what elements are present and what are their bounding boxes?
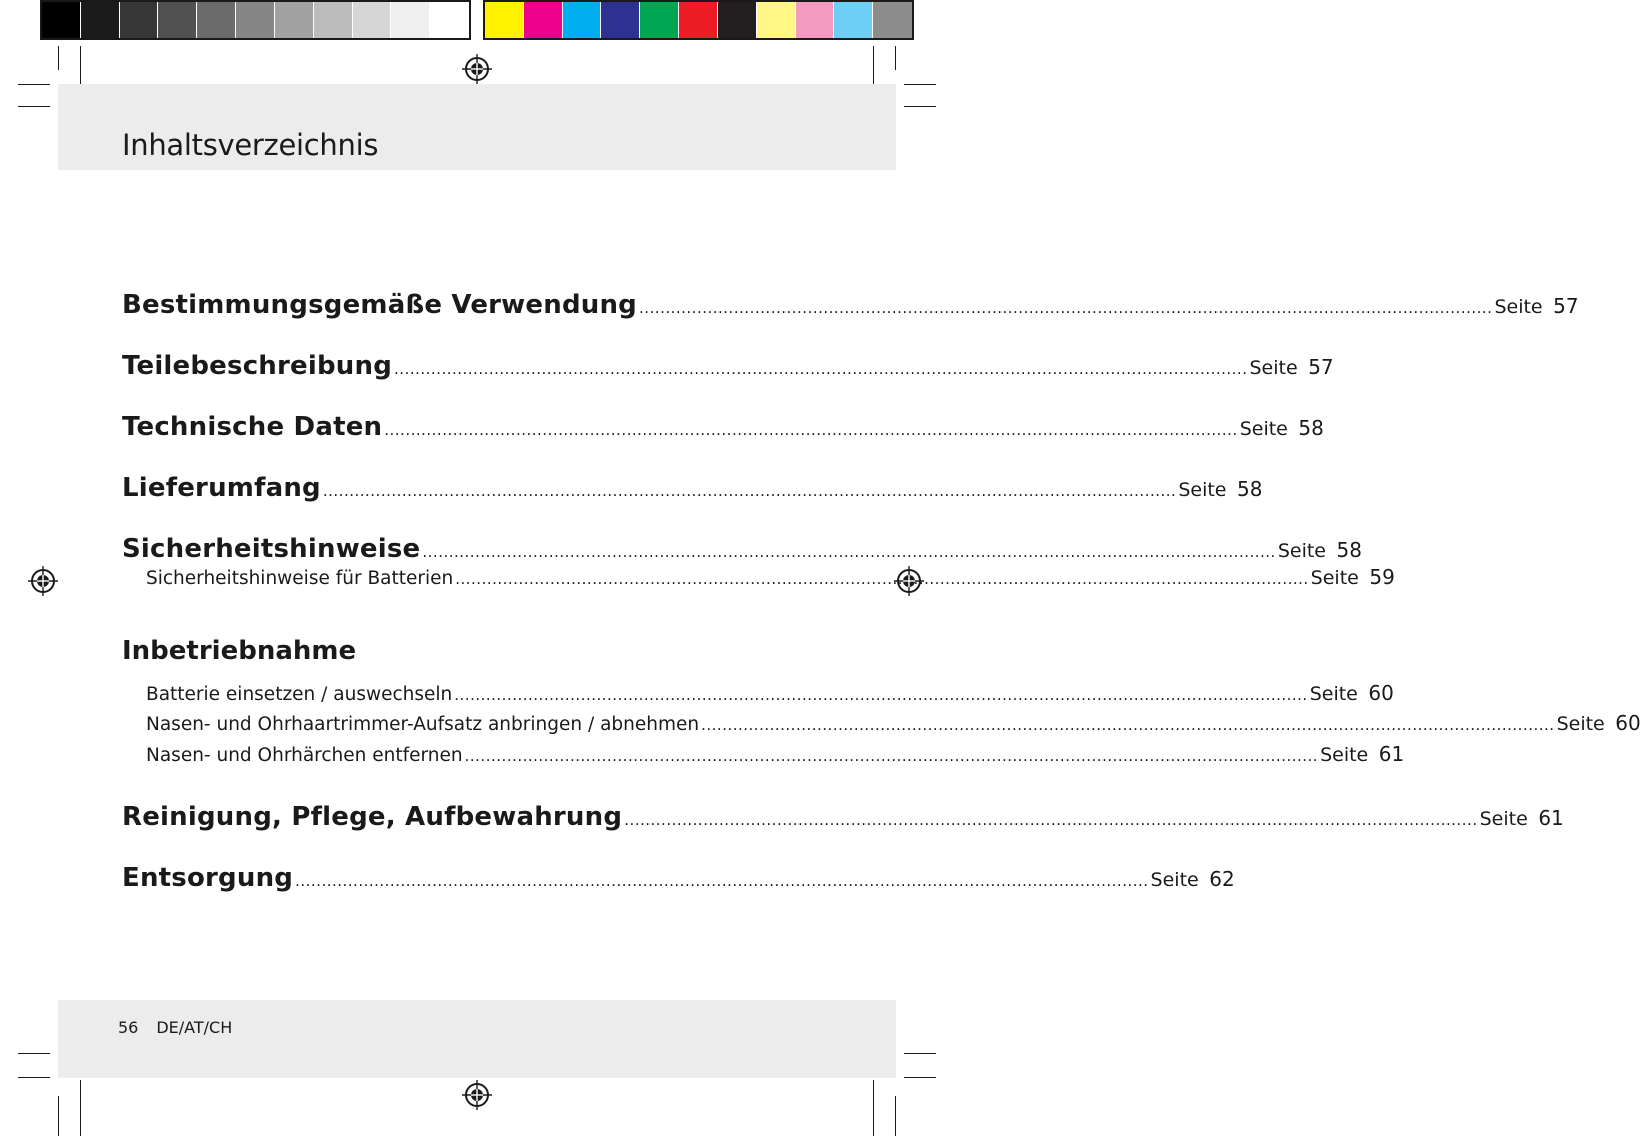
dot-leader: .................................................................................................................................................................. xyxy=(384,421,1238,439)
crop-mark xyxy=(904,1077,936,1078)
crop-mark xyxy=(904,84,936,85)
toc-entry[interactable] xyxy=(122,473,1263,534)
crop-mark xyxy=(904,1053,936,1054)
page-reference: 58 xyxy=(1336,538,1362,562)
toc-subentry[interactable] xyxy=(122,741,1405,773)
spacer xyxy=(122,772,832,802)
crop-mark xyxy=(873,1080,874,1136)
toc-subentry[interactable] xyxy=(122,711,1641,742)
page-reference: 60 xyxy=(1615,711,1641,735)
page-reference: 57 xyxy=(1308,355,1334,379)
toc-entry[interactable] xyxy=(122,626,832,681)
crop-mark xyxy=(18,1053,50,1054)
footer xyxy=(118,1018,250,1037)
process-swatch xyxy=(679,2,718,38)
dot-leader: .................................................................................................................................................................. xyxy=(455,570,1309,588)
page-word: Seite xyxy=(1249,357,1298,379)
page-word: Seite xyxy=(1494,296,1543,318)
toc-entry-title: Nasen- und Ohrhaartrimmer-Aufsatz anbringen / abnehmen xyxy=(146,714,700,735)
gray-swatch xyxy=(42,2,81,38)
page-number: 56 xyxy=(118,1018,139,1037)
toc-entry-title: Reinigung, Pflege, Aufbewahrung xyxy=(122,802,623,832)
crop-mark xyxy=(18,84,50,85)
gray-swatch xyxy=(197,2,236,38)
page-word: Seite xyxy=(1309,682,1358,705)
page-reference: 58 xyxy=(1237,477,1263,501)
page-word: Seite xyxy=(1239,418,1288,440)
crop-mark xyxy=(895,1096,896,1136)
toc-entry[interactable] xyxy=(122,863,1235,924)
gray-swatch xyxy=(236,2,275,38)
toc-entry-title: Entsorgung xyxy=(122,863,294,893)
page-word: Seite xyxy=(1310,567,1359,589)
page-reference: 59 xyxy=(1369,565,1395,589)
process-swatch xyxy=(757,2,796,38)
page-word: Seite xyxy=(1479,808,1528,830)
page-word: Seite xyxy=(1320,743,1369,766)
toc-entry-title: Batterie einsetzen / auswechseln xyxy=(146,683,453,705)
gray-swatch xyxy=(314,2,353,38)
process-swatch xyxy=(873,2,912,38)
page-reference: 57 xyxy=(1553,294,1579,318)
dot-leader: .................................................................................................................................................................. xyxy=(701,716,1555,734)
toc-entry-title: Lieferumfang xyxy=(122,473,321,503)
crop-mark xyxy=(80,1080,81,1136)
page-reference: 60 xyxy=(1368,680,1394,705)
gray-swatch xyxy=(353,2,392,38)
crop-mark xyxy=(18,1077,50,1078)
registration-mark-icon xyxy=(462,1080,492,1110)
gray-swatch xyxy=(275,2,314,38)
gray-swatch xyxy=(391,2,430,38)
crop-mark xyxy=(58,46,59,70)
crop-mark xyxy=(904,106,936,107)
process-swatch xyxy=(485,2,524,38)
toc-entry[interactable] xyxy=(122,351,1334,412)
page-word: Seite xyxy=(1277,540,1326,562)
gray-swatch xyxy=(120,2,159,38)
footer-band xyxy=(58,1000,896,1078)
toc-entry-title: Sicherheitshinweise xyxy=(122,534,421,564)
page-reference: 61 xyxy=(1538,806,1564,830)
dot-leader: .................................................................................................................................................................. xyxy=(295,872,1149,890)
toc-subentry[interactable] xyxy=(122,565,1395,596)
page-word: Seite xyxy=(1556,713,1605,735)
process-swatch xyxy=(834,2,873,38)
dot-leader: .................................................................................................................................................................. xyxy=(322,482,1177,500)
crop-mark xyxy=(895,46,896,70)
crop-mark xyxy=(58,1096,59,1136)
toc-entry-title: Inbetriebnahme xyxy=(122,635,357,666)
page-word: Seite xyxy=(1178,479,1227,501)
toc-entry-title: Teilebeschreibung xyxy=(122,351,393,381)
dot-leader: .................................................................................................................................................................. xyxy=(639,299,1493,317)
registration-mark-icon xyxy=(462,54,492,84)
gray-swatch xyxy=(430,2,469,38)
header-band xyxy=(58,84,896,170)
page-word: Seite xyxy=(1150,869,1199,891)
process-swatch xyxy=(563,2,602,38)
page-reference: 62 xyxy=(1209,867,1235,891)
gray-swatch xyxy=(81,2,120,38)
dot-leader: .................................................................................................................................................................. xyxy=(422,543,1276,561)
process-color-bar xyxy=(483,0,914,40)
page-reference: 58 xyxy=(1298,416,1324,440)
crop-mark xyxy=(80,46,81,84)
toc-entry[interactable] xyxy=(122,802,1564,863)
dot-leader: .................................................................................................................................................................. xyxy=(464,746,1319,765)
spacer xyxy=(122,596,832,626)
process-swatch xyxy=(601,2,640,38)
locale-label: DE/AT/CH xyxy=(156,1018,233,1037)
page-reference: 61 xyxy=(1378,741,1405,766)
toc-entry[interactable] xyxy=(122,534,1362,565)
toc-entry-title: Nasen- und Ohrhärchen entfernen xyxy=(146,744,463,766)
process-swatch xyxy=(718,2,757,38)
process-swatch xyxy=(524,2,563,38)
toc-entry[interactable] xyxy=(122,290,1579,351)
crop-mark xyxy=(18,106,50,107)
dot-leader: .................................................................................................................................................................. xyxy=(454,685,1308,704)
page-title: Inhaltsverzeichnis xyxy=(122,128,379,162)
toc-subentry[interactable] xyxy=(122,680,1394,712)
gray-swatch xyxy=(158,2,197,38)
toc-entry-title: Bestimmungsgemäße Verwendung xyxy=(122,290,637,320)
process-swatch xyxy=(796,2,835,38)
dot-leader: .................................................................................................................................................................. xyxy=(394,360,1248,378)
toc-entry[interactable] xyxy=(122,412,1324,473)
crop-mark xyxy=(873,46,874,84)
toc-entry-title: Technische Daten xyxy=(122,412,383,442)
registration-mark-icon xyxy=(28,566,58,596)
process-swatch xyxy=(640,2,679,38)
dot-leader: .................................................................................................................................................................. xyxy=(624,811,1478,829)
table-of-contents xyxy=(122,290,1641,924)
grayscale-color-bar xyxy=(40,0,471,40)
toc-entry-title: Sicherheitshinweise für Batterien xyxy=(146,568,454,589)
